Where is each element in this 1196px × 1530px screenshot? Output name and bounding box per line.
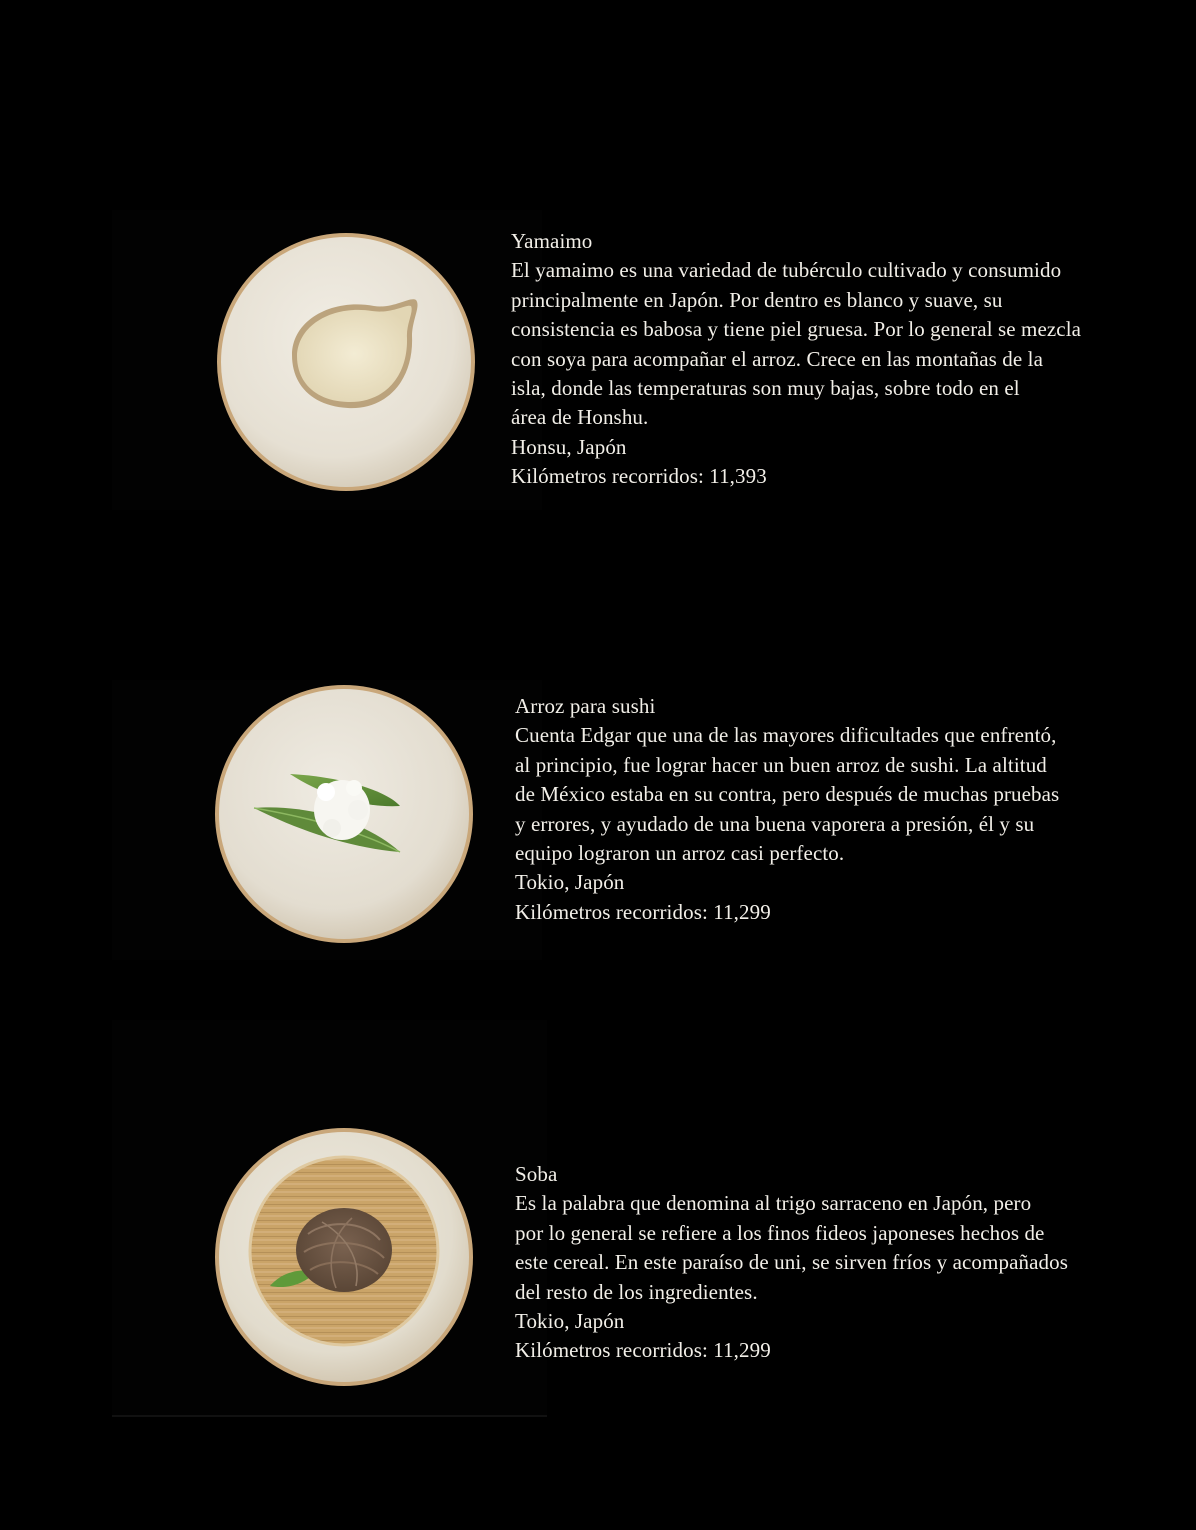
entry-title: Soba <box>515 1162 558 1186</box>
soba-plate-icon <box>112 1020 547 1420</box>
entry-distance: Kilómetros recorridos: 11,393 <box>511 464 767 489</box>
entry-title: Yamaimo <box>511 229 593 253</box>
entry-description: Es la palabra que denomina al trigo sarraceno en Japón, pero por lo general se refiere a los finos fideos japoneses hechos de este cereal. En este paraíso de uni, se sirven fríos y acompañados del resto de los ingredientes. <box>515 1191 1068 1304</box>
entry-text-soba <box>515 1160 1155 1366</box>
yamaimo-plate-icon <box>112 210 542 510</box>
entry-title: Arroz para sushi <box>515 694 656 718</box>
entry-description: Cuenta Edgar que una de las mayores dificultades que enfrentó, al principio, fue lograr hacer un buen arroz de sushi. La altitud de México estaba en su contra, pero después de muchas pruebas y errores, y ayudado de una buena vaporera a presión, él y su equipo lograron un arroz casi perfecto. <box>515 723 1060 866</box>
entry-text-yamaimo <box>511 227 1161 492</box>
entry-distance: Kilómetros recorridos: 11,299 <box>515 1338 771 1363</box>
sushi-rice-plate-icon <box>112 680 542 960</box>
entry-description: El yamaimo es una variedad de tubérculo cultivado y consumido principalmente en Japón. Por dentro es blanco y suave, su consistencia es babosa y tiene piel gruesa. Por lo general se mezcla con soya para acompañar el arroz. Crece en las montañas de la isla, donde las temperaturas son muy bajas, sobre todo en el área de Honshu. <box>511 258 1082 430</box>
entry-distance: Kilómetros recorridos: 11,299 <box>515 899 771 924</box>
entry-origin: Honsu, Japón <box>511 434 627 459</box>
entry-text-arroz <box>515 692 1155 927</box>
entry-origin: Tokio, Japón <box>515 870 625 895</box>
entry-origin: Tokio, Japón <box>515 1309 625 1334</box>
